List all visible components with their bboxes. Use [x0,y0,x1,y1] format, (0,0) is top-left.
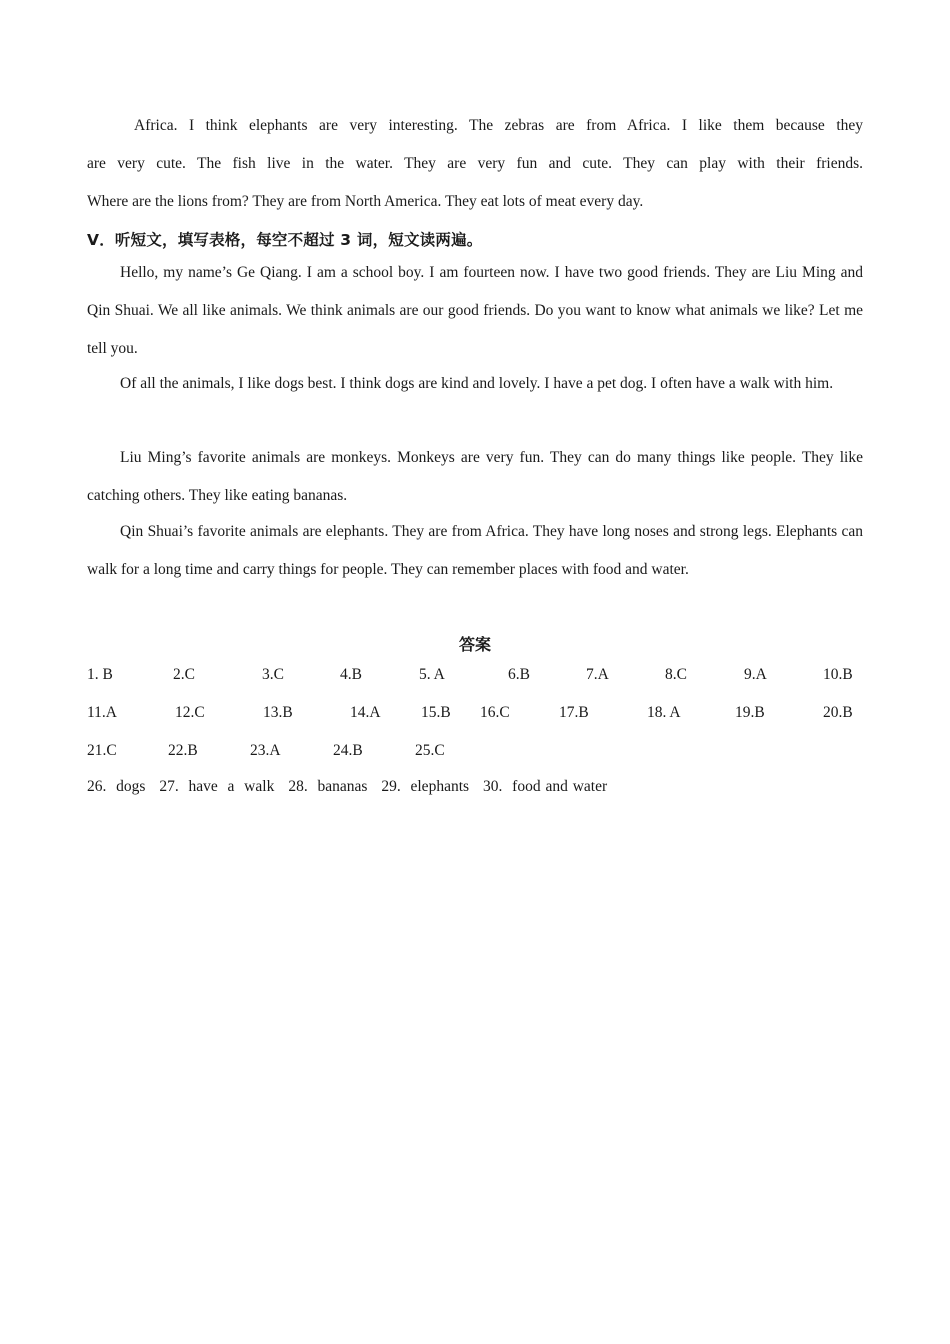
answer-item: 7.A [586,666,609,683]
fill-answer-30: 30. food and water [483,778,608,795]
answer-item: 8.C [665,666,687,683]
answer-item: 20.B [823,704,853,721]
passage-intro-line-3: Where are the lions from? They are from North America. They eat lots of meat every day. [87,193,644,210]
answers-title: 答案 [458,635,491,654]
passage-intro-line-1: Africa. I think elephants are very interesting. The zebras are from Africa. I like them because they [134,117,863,134]
fill-answer-29: 29. elephants [381,778,470,795]
answer-item: 12.C [175,704,205,721]
answer-item: 4.B [340,666,362,683]
answer-item: 19.B [735,704,765,721]
answer-item: 9.A [744,666,767,683]
answer-item: 11.A [87,704,117,721]
fill-answer-27: 27. have a walk [159,778,275,795]
answer-item: 1. B [87,666,113,683]
answer-item: 2.C [173,666,195,683]
fill-answer-28: 28. bananas [288,778,368,795]
answer-item: 22.B [168,742,198,759]
section-v-paragraph-1: Hello, my name’s Ge Qiang. I am a school boy. I am fourteen now. I have two good friends. They are Liu Ming and Qin Shuai. We all like animals. We think animals are our good friends. Do you want to know what animals we like? Let me tell you. [87,264,863,357]
answer-item: 21.C [87,742,117,759]
answer-item: 16.C [480,704,510,721]
section-v-paragraph-3: Liu Ming’s favorite animals are monkeys. Monkeys are very fun. They can do many things like people. They like catching others. They like eating bananas. [87,449,863,504]
answer-item: 24.B [333,742,363,759]
section-v-heading: V．听短文，填写表格，每空不超过 3 词，短文读两遍。 [87,231,483,249]
answer-item: 17.B [559,704,589,721]
answer-item: 14.A [350,704,381,721]
answer-item: 25.C [415,742,445,759]
section-v-paragraph-2: Of all the animals, I like dogs best. I think dogs are kind and lovely. I have a pet dog. I often have a walk with him. [120,375,834,392]
answer-item: 6.B [508,666,530,683]
answer-item: 10.B [823,666,853,683]
answer-item: 3.C [262,666,284,683]
passage-intro-line-2: are very cute. The fish live in the water. They are very fun and cute. They can play with their friends. [87,155,863,172]
section-v-paragraph-4: Qin Shuai’s favorite animals are elephants. They are from Africa. They have long noses and strong legs. Elephants can walk for a long time and carry things for people. They can remember places with food and water. [87,523,863,578]
fill-answer-26: 26. dogs [87,778,146,795]
answer-item: 13.B [263,704,293,721]
answer-item: 18. A [647,704,681,721]
fill-in-answers [87,778,621,796]
answer-item: 15.B [421,704,451,721]
answer-item: 5. A [419,666,445,683]
answer-item: 23.A [250,742,281,759]
